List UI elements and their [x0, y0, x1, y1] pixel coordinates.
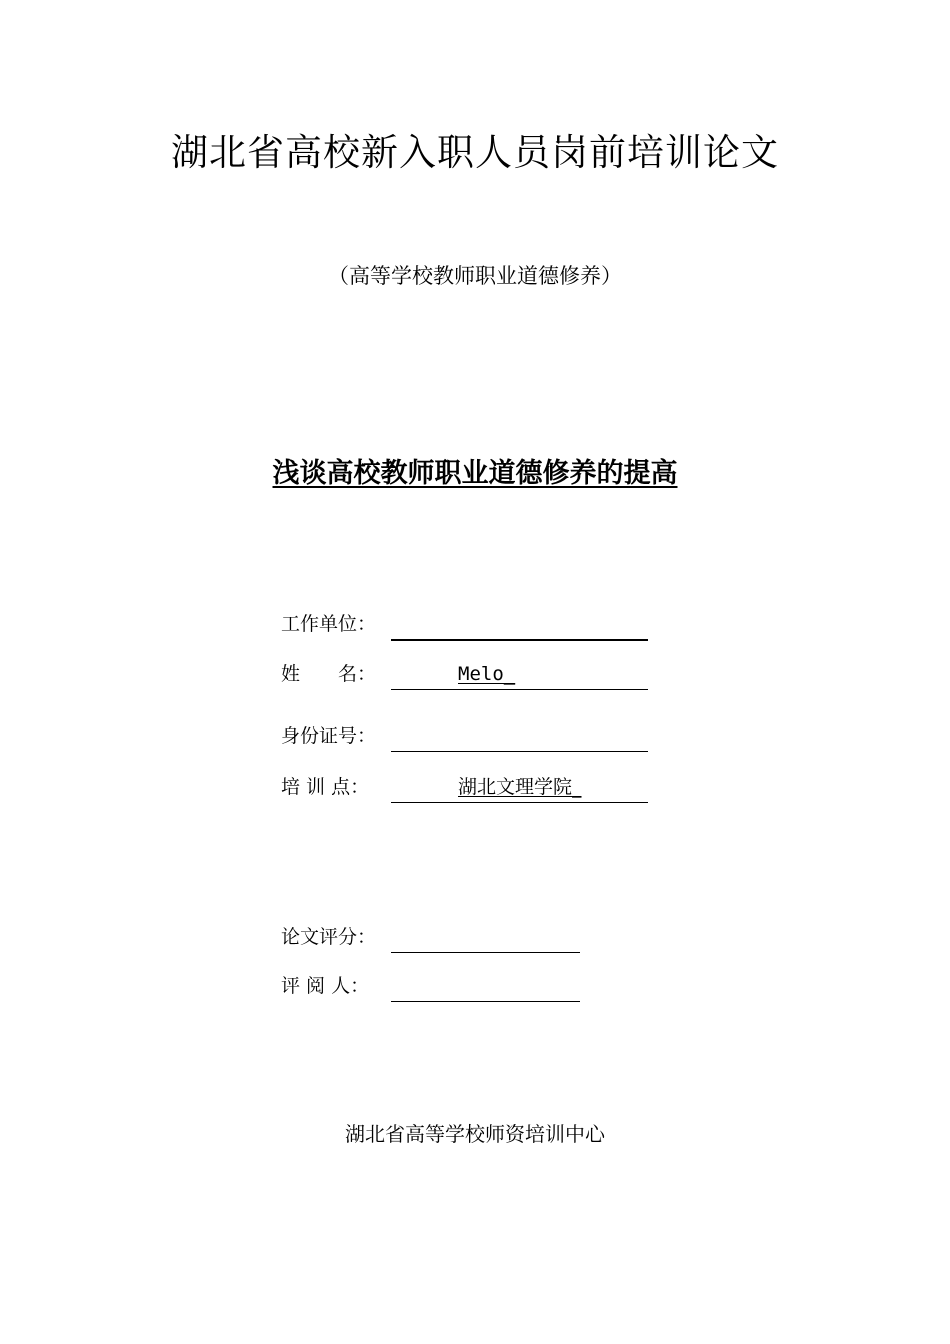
issuer-footer: 湖北省高等学校师资培训中心: [345, 1122, 605, 1146]
training-site-line: [391, 772, 648, 803]
name-line: [391, 659, 648, 690]
training-site-label: 培 训 点：: [281, 776, 370, 798]
id-number-label: 身份证号：: [281, 725, 377, 747]
subtitle: （高等学校教师职业道德修养）: [328, 264, 622, 288]
paper-title-text: 浅谈高校教师职业道德修养的提高: [272, 458, 678, 489]
paper-title: [0, 456, 950, 492]
work-unit-label: 工作单位：: [281, 613, 377, 635]
reviewer-label: 评 阅 人：: [281, 975, 370, 997]
training-site-value: 湖北文理学院_: [458, 776, 582, 798]
name-value: Melo_: [458, 663, 516, 685]
reviewer-line: [391, 971, 580, 1002]
work-unit-line: [391, 609, 648, 641]
main-title: 湖北省高校新入职人员岗前培训论文: [171, 131, 779, 174]
score-line: [391, 922, 580, 953]
id-number-line: [391, 721, 648, 752]
score-label: 论文评分：: [281, 926, 377, 948]
name-label: 姓 名：: [281, 663, 377, 685]
